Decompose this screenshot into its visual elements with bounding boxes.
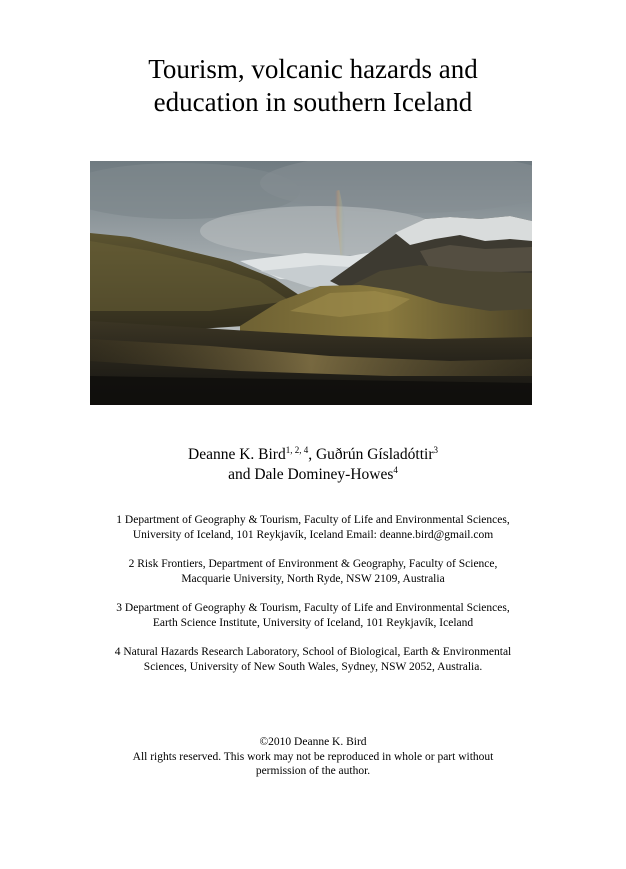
affiliation-1-line-2: University of Iceland, 101 Reykjavík, Iceland Email: deanne.bird@gmail.com [132,529,494,541]
author-superscript-2: 3 [433,445,438,455]
affiliation-1 [0,513,626,543]
affiliation-4-line-1: 4 Natural Hazards Research Laboratory, School of Biological, Earth & Environmental [114,646,512,658]
author-superscript-3: 4 [393,465,398,475]
author-superscript-1: 1, 2, 4 [285,445,309,455]
affiliation-3-line-2: Earth Science Institute, University of Iceland, 101 Reykjavík, Iceland [152,617,474,629]
title-line-2: education in southern Iceland [153,87,473,117]
copyright-line-2: All rights reserved. This work may not be reproduced in whole or part without [132,750,494,763]
author-separator: , [308,446,316,463]
author-name-1: Deanne K. Bird [188,446,286,463]
affiliation-2-line-2: Macquarie University, North Ryde, NSW 2109, Australia [181,573,445,585]
affiliation-2 [0,557,626,587]
author-name-3: Dale Dominey-Howes [254,466,394,483]
landscape-illustration [90,161,532,405]
affiliation-4-line-2: Sciences, University of New South Wales, Sydney, NSW 2052, Australia. [143,661,483,673]
copyright-line-1: ©2010 Deanne K. Bird [259,736,367,748]
copyright-block [0,735,626,779]
affiliation-2-line-1: 2 Risk Frontiers, Department of Environment & Geography, Faculty of Science, [128,558,498,570]
authors-block [0,445,626,485]
author-and: and [228,466,255,483]
affiliation-3 [0,601,626,631]
title-line-1: Tourism, volcanic hazards and [148,54,478,84]
authors-line-1 [0,445,626,465]
copyright-line-3: permission of the author. [255,765,371,777]
affiliation-4 [0,645,626,675]
authors-line-2 [0,465,626,485]
affiliation-3-line-1: 3 Department of Geography & Tourism, Faculty of Life and Environmental Sciences, [116,602,510,614]
affiliation-1-line-1: 1 Department of Geography & Tourism, Faculty of Life and Environmental Sciences, [116,514,510,526]
document-title [0,53,626,119]
landscape-photo [90,161,532,405]
author-name-2: Guðrún Gísladóttir [315,446,434,463]
